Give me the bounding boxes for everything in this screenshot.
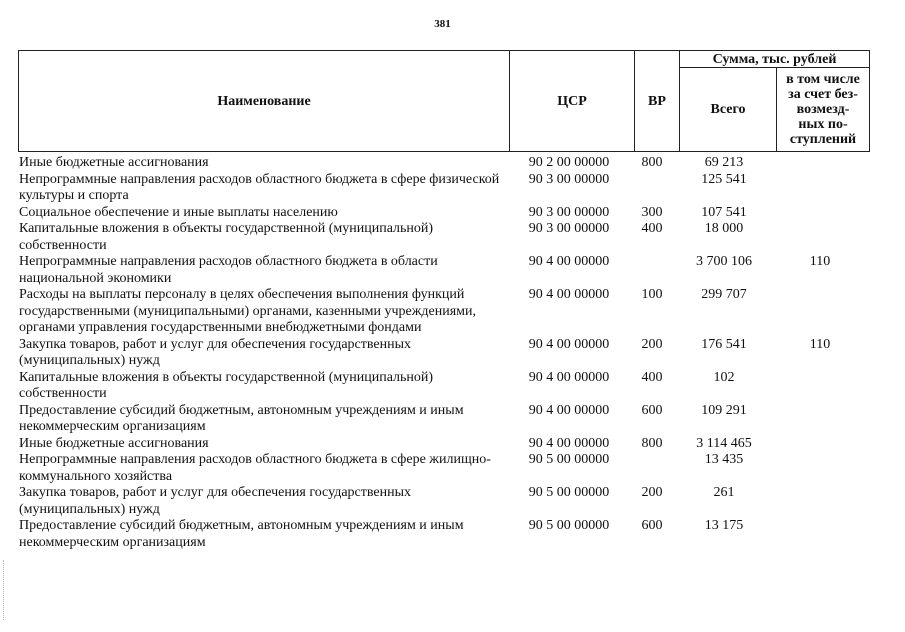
row-csr: 90 3 00 00000 <box>528 171 610 187</box>
row-vr: 200 <box>641 485 663 500</box>
table-row <box>19 254 879 287</box>
row-free: 110 <box>809 254 831 269</box>
row-name: Социальное обеспечение и иные выплаты населению <box>19 204 338 220</box>
row-total: 3 700 106 <box>696 254 752 269</box>
row-name: Закупка товаров, работ и услуг для обеспечения государственных (муниципальных) нужд <box>19 485 412 517</box>
row-name: Закупка товаров, работ и услуг для обеспечения государственных (муниципальных) нужд <box>19 336 412 368</box>
row-vr: 200 <box>641 336 663 352</box>
row-name: Капитальные вложения в объекты государственной (муниципальной) собственности <box>19 221 434 253</box>
table-row <box>19 436 879 453</box>
header-free-line: возмезд- <box>796 102 850 117</box>
row-csr: 90 4 00 00000 <box>528 336 610 352</box>
row-csr: 90 5 00 00000 <box>528 518 610 533</box>
row-name: Расходы на выплаты персоналу в целях обеспечения выполнения функций государственными (муниципальными) органами, казенными учреждениями, органами управления государственными внебюджетными фондами <box>19 287 476 335</box>
row-vr: 100 <box>641 287 663 302</box>
row-total: 176 541 <box>701 336 747 352</box>
table-row <box>19 452 879 485</box>
row-name: Непрограммные направления расходов областного бюджета в сфере жилищно-коммунального хозяйства <box>19 452 491 484</box>
table-body <box>19 155 879 551</box>
header-vr: ВР <box>635 51 680 152</box>
page-number: 381 <box>434 18 451 30</box>
row-name: Иные бюджетные ассигнования <box>19 435 209 451</box>
table-row <box>19 221 879 254</box>
row-name: Предоставление субсидий бюджетным, автономным учреждениям и иным некоммерческим организациям <box>19 402 464 434</box>
row-name: Непрограммные направления расходов областного бюджета в области национальной экономики <box>19 254 438 286</box>
row-total: 125 541 <box>701 171 747 187</box>
scan-artifact <box>3 560 10 620</box>
row-csr: 90 4 00 00000 <box>528 402 610 418</box>
row-total: 18 000 <box>704 221 744 236</box>
row-vr: 800 <box>641 155 663 170</box>
row-total: 109 291 <box>701 402 747 418</box>
row-vr: 800 <box>641 435 663 451</box>
table-row <box>19 155 879 172</box>
row-name: Предоставление субсидий бюджетным, автономным учреждениям и иным некоммерческим организациям <box>19 518 464 550</box>
header-csr: ЦСР <box>510 51 635 152</box>
table-row <box>19 337 879 370</box>
table-row <box>19 485 879 518</box>
row-vr: 300 <box>641 204 663 220</box>
row-free: 110 <box>809 336 831 352</box>
header-total: Всего <box>680 68 777 152</box>
header-free <box>777 68 870 152</box>
row-total: 3 114 465 <box>696 435 752 451</box>
row-name: Непрограммные направления расходов областного бюджета в сфере физической культуры и спорта <box>19 171 500 203</box>
row-csr: 90 2 00 00000 <box>528 155 610 170</box>
header-free-line: в том числе <box>786 72 860 87</box>
header-free-line: за счет без- <box>788 87 858 102</box>
table-row <box>19 172 879 205</box>
table-row <box>19 370 879 403</box>
header-name: Наименование <box>19 51 510 152</box>
row-total: 107 541 <box>701 204 747 220</box>
row-total: 69 213 <box>704 155 744 170</box>
table-row <box>19 287 879 337</box>
row-total: 261 <box>713 485 735 500</box>
row-csr: 90 3 00 00000 <box>528 204 610 220</box>
row-name: Иные бюджетные ассигнования <box>19 155 209 170</box>
row-vr: 600 <box>641 402 663 418</box>
header-sum: Сумма, тыс. рублей <box>680 51 870 68</box>
row-vr: 600 <box>641 518 663 533</box>
row-total: 102 <box>713 369 735 385</box>
row-csr: 90 4 00 00000 <box>528 435 610 451</box>
header-free-line: ных по- <box>798 117 848 132</box>
row-csr: 90 3 00 00000 <box>528 221 610 236</box>
row-total: 13 175 <box>704 518 744 533</box>
table-row <box>19 205 879 222</box>
row-csr: 90 5 00 00000 <box>528 485 610 500</box>
row-vr: 400 <box>641 221 663 236</box>
header-free-line: ступлений <box>789 132 857 147</box>
table-row <box>19 403 879 436</box>
row-csr: 90 4 00 00000 <box>528 287 610 302</box>
table-row <box>19 518 879 551</box>
row-csr: 90 4 00 00000 <box>528 254 610 269</box>
row-name: Капитальные вложения в объекты государственной (муниципальной) собственности <box>19 369 434 401</box>
row-total: 299 707 <box>701 287 747 302</box>
row-csr: 90 5 00 00000 <box>528 452 610 467</box>
row-vr: 400 <box>641 369 663 385</box>
row-total: 13 435 <box>704 452 744 467</box>
row-csr: 90 4 00 00000 <box>528 369 610 385</box>
table-header <box>18 50 870 152</box>
